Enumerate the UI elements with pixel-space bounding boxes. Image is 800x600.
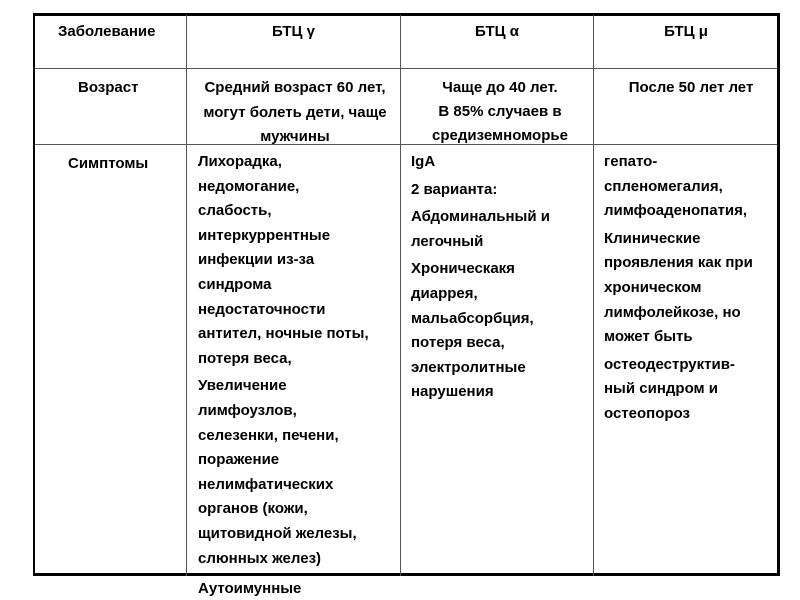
symptoms-mu-para3: остеодеструктив- ный синдром и остеопороз [604, 355, 735, 422]
header-btc-mu: БТЦ μ [664, 23, 708, 40]
row-label-age: Возраст [78, 79, 139, 96]
symptoms-alpha-para3: Абдоминальный и легочный [411, 208, 550, 250]
symptoms-alpha [411, 150, 591, 408]
symptoms-gamma-para3: Аутоимунные [198, 580, 302, 597]
symptoms-mu [604, 150, 780, 430]
age-mu: После 50 лет лет [628, 79, 754, 96]
symptoms-gamma-para2: Увеличение лимфоузлов, селезенки, печени, поражение нелимфатических органов (кожи, щитовидной железы, слюнных желез) [198, 377, 357, 567]
symptoms-alpha-para2: 2 варианта: [411, 180, 498, 198]
age-alpha-line1: Чаще до 40 лет. [442, 79, 558, 96]
symptoms-gamma-para1: Лихорадка, недомогание, слабость, интеркуррентные инфекции из-за синдрома недостаточности антител, ночные поты, потеря веса, [198, 153, 369, 367]
header-btc-alpha: БТЦ α [475, 23, 519, 40]
symptoms-mu-para2: Клинические проявления как при хроническом лимфолейкозе, но может быть [604, 229, 753, 346]
row-label-symptoms: Симптомы [68, 155, 149, 172]
age-alpha-line2: В 85% случаев в средиземноморье [432, 102, 568, 145]
header-btc-gamma: БТЦ γ [271, 23, 316, 40]
symptoms-alpha-para4: Хроническакя диаррея, мальабсорбция, потеря веса, электролитные нарушения [411, 260, 534, 401]
header-disease: Заболевание [58, 23, 156, 40]
column-divider [186, 15, 187, 576]
symptoms-alpha-para1: IgA [411, 153, 436, 170]
row-divider [35, 68, 777, 69]
symptoms-mu-para1: гепато- спленомегалия, лимфоаденопатия, [604, 153, 748, 220]
age-gamma: Средний возраст 60 лет, могут болеть дети, чаще мужчины [203, 79, 387, 146]
age-alpha [401, 76, 599, 149]
symptoms-gamma [198, 150, 398, 574]
